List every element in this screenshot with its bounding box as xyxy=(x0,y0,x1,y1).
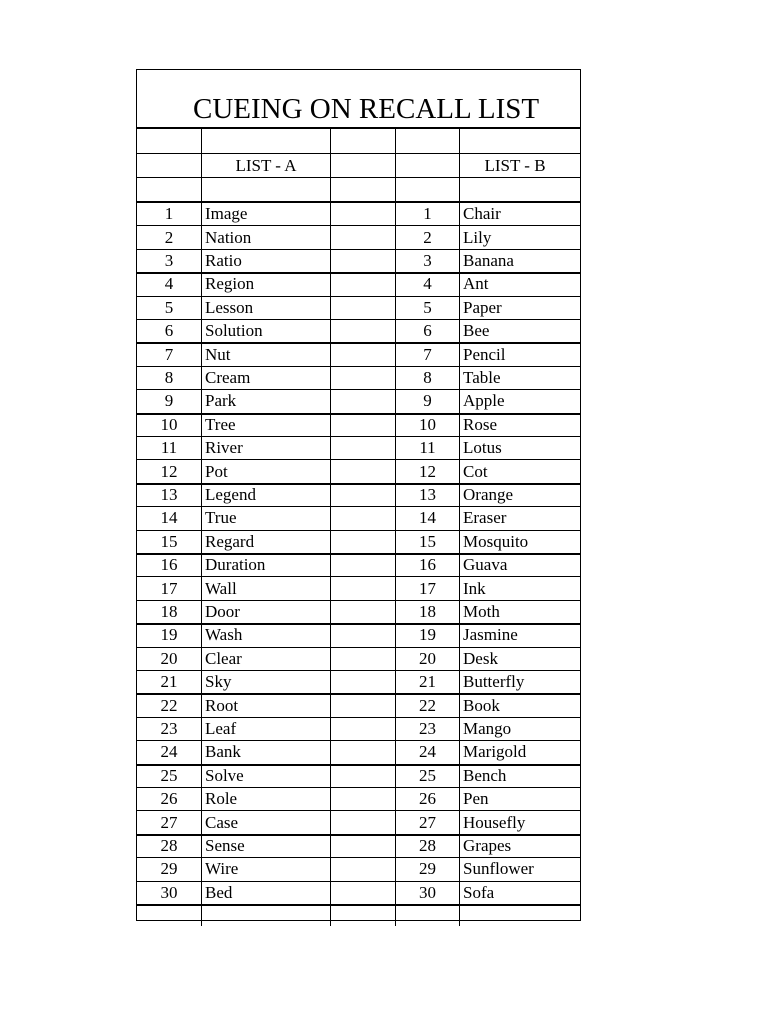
list-a-number: 13 xyxy=(160,484,178,504)
list-b-word: Apple xyxy=(459,389,582,412)
list-b-word: Guava xyxy=(459,553,582,576)
table-cell xyxy=(330,647,395,670)
list-b-word: Bench xyxy=(459,764,582,787)
list-b-number: 12 xyxy=(395,459,459,482)
list-a-number: 12 xyxy=(160,461,178,481)
list-b-word: Cot xyxy=(459,459,582,482)
table-row xyxy=(137,834,580,857)
table-row xyxy=(137,717,580,740)
list-a-number: 30 xyxy=(160,882,178,902)
list-a-word: True xyxy=(201,506,330,529)
list-b-number: 8 xyxy=(395,366,459,389)
list-a-word: Bank xyxy=(201,740,330,763)
table-row xyxy=(137,366,580,389)
list-a-word: Wall xyxy=(201,576,330,599)
table-cell xyxy=(330,740,395,763)
table-cell xyxy=(330,177,395,201)
list-a-number: 3 xyxy=(164,250,174,270)
table-cell xyxy=(395,129,459,153)
table-row xyxy=(137,576,580,599)
list-a-word: Image xyxy=(201,202,330,225)
list-b-word: Mango xyxy=(459,717,582,740)
list-b-word: Desk xyxy=(459,647,582,670)
list-b-number: 29 xyxy=(395,857,459,880)
list-b-word: Sunflower xyxy=(459,857,582,880)
list-b-number: 2 xyxy=(395,225,459,248)
table-cell xyxy=(330,249,395,272)
list-a-number: 17 xyxy=(160,578,178,598)
list-b-number: 17 xyxy=(395,576,459,599)
list-b-number: 3 xyxy=(395,249,459,272)
list-a-word: Tree xyxy=(201,413,330,436)
list-a-number: 24 xyxy=(160,742,178,762)
table-cell xyxy=(201,904,330,926)
list-b-word: Lotus xyxy=(459,436,582,459)
list-b-number: 25 xyxy=(395,764,459,787)
table-cell xyxy=(330,623,395,646)
list-a-word: Leaf xyxy=(201,717,330,740)
table-cell xyxy=(330,389,395,412)
list-b-word: Moth xyxy=(459,600,582,623)
list-a-word: Clear xyxy=(201,647,330,670)
table-cell xyxy=(330,129,395,153)
list-a-word: Region xyxy=(201,272,330,295)
list-a-number: 1 xyxy=(164,204,174,224)
blank-row xyxy=(137,129,580,153)
list-a-word: Nation xyxy=(201,225,330,248)
table-cell xyxy=(330,670,395,693)
list-b-word: Chair xyxy=(459,202,582,225)
table-cell xyxy=(395,153,459,177)
table-cell xyxy=(459,129,582,153)
list-b-word: Eraser xyxy=(459,506,582,529)
table-row xyxy=(137,553,580,576)
table-cell xyxy=(330,225,395,248)
table-row xyxy=(137,225,580,248)
blank-row xyxy=(137,904,580,926)
list-b-number: 26 xyxy=(395,787,459,810)
table-cell xyxy=(330,530,395,553)
table-row xyxy=(137,647,580,670)
list-b-number: 6 xyxy=(395,319,459,342)
list-b-number: 15 xyxy=(395,530,459,553)
list-b-number: 9 xyxy=(395,389,459,412)
table-row xyxy=(137,857,580,880)
list-b-number: 14 xyxy=(395,506,459,529)
list-b-header: LIST - B xyxy=(459,153,582,177)
list-b-number: 24 xyxy=(395,740,459,763)
table-cell xyxy=(137,129,201,153)
list-b-word: Mosquito xyxy=(459,530,582,553)
list-a-word: Sense xyxy=(201,834,330,857)
list-a-word: Door xyxy=(201,600,330,623)
list-a-number: 23 xyxy=(160,718,178,738)
table-cell xyxy=(459,177,582,201)
list-b-word: Banana xyxy=(459,249,582,272)
list-header-row xyxy=(137,153,580,177)
table-row xyxy=(137,413,580,436)
table-cell xyxy=(201,177,330,201)
table-row xyxy=(137,436,580,459)
table-cell xyxy=(330,153,395,177)
page-title: CUEING ON RECALL LIST xyxy=(193,93,540,125)
table-cell xyxy=(459,904,582,926)
table-row xyxy=(137,764,580,787)
list-a-word: Nut xyxy=(201,342,330,365)
list-b-number: 13 xyxy=(395,483,459,506)
list-b-word: Lily xyxy=(459,225,582,248)
table-cell xyxy=(330,881,395,904)
list-a-word: Wire xyxy=(201,857,330,880)
list-a-number: 25 xyxy=(160,765,178,785)
list-b-word: Jasmine xyxy=(459,623,582,646)
list-a-word: Role xyxy=(201,787,330,810)
list-b-number: 22 xyxy=(395,693,459,716)
table-cell xyxy=(330,764,395,787)
table-row xyxy=(137,740,580,763)
list-b-number: 20 xyxy=(395,647,459,670)
list-a-word: Case xyxy=(201,810,330,833)
table-cell xyxy=(330,483,395,506)
list-b-word: Grapes xyxy=(459,834,582,857)
list-a-number: 14 xyxy=(160,508,178,528)
table-row xyxy=(137,202,580,225)
table-row xyxy=(137,693,580,716)
table-row xyxy=(137,623,580,646)
list-a-number: 15 xyxy=(160,531,178,551)
list-b-number: 7 xyxy=(395,342,459,365)
list-b-number: 19 xyxy=(395,623,459,646)
list-a-number: 16 xyxy=(160,555,178,575)
list-a-number: 7 xyxy=(164,344,174,364)
list-b-word: Paper xyxy=(459,296,582,319)
list-a-number: 8 xyxy=(164,367,174,387)
list-b-word: Pen xyxy=(459,787,582,810)
list-b-number: 4 xyxy=(395,272,459,295)
table-cell xyxy=(330,810,395,833)
list-a-word: Duration xyxy=(201,553,330,576)
table-row xyxy=(137,787,580,810)
table-cell xyxy=(330,693,395,716)
table-cell xyxy=(330,904,395,926)
table-row xyxy=(137,881,580,904)
table-cell xyxy=(137,904,201,926)
list-b-number: 1 xyxy=(395,202,459,225)
list-b-word: Housefly xyxy=(459,810,582,833)
table-cell xyxy=(201,129,330,153)
table-cell xyxy=(330,834,395,857)
table-cell xyxy=(330,296,395,319)
list-b-number: 27 xyxy=(395,810,459,833)
list-b-word: Butterfly xyxy=(459,670,582,693)
list-a-word: Ratio xyxy=(201,249,330,272)
recall-list-sheet xyxy=(136,69,581,921)
list-a-number: 2 xyxy=(164,227,174,247)
blank-row xyxy=(137,177,580,201)
table-cell xyxy=(330,366,395,389)
list-a-word: River xyxy=(201,436,330,459)
list-b-word: Bee xyxy=(459,319,582,342)
table-row xyxy=(137,459,580,482)
list-b-number: 21 xyxy=(395,670,459,693)
table-row xyxy=(137,810,580,833)
list-a-number: 29 xyxy=(160,859,178,879)
list-a-word: Root xyxy=(201,693,330,716)
table-cell xyxy=(330,717,395,740)
table-cell xyxy=(330,857,395,880)
list-a-number: 18 xyxy=(160,601,178,621)
list-a-word: Pot xyxy=(201,459,330,482)
title-row xyxy=(137,70,580,129)
list-a-word: Legend xyxy=(201,483,330,506)
list-b-number: 10 xyxy=(395,413,459,436)
table-cell xyxy=(330,553,395,576)
table-row xyxy=(137,483,580,506)
list-a-number: 28 xyxy=(160,835,178,855)
list-a-word: Solve xyxy=(201,764,330,787)
list-b-word: Marigold xyxy=(459,740,582,763)
table-cell xyxy=(137,177,201,201)
list-b-word: Table xyxy=(459,366,582,389)
list-a-number: 21 xyxy=(160,672,178,692)
table-row xyxy=(137,296,580,319)
table-row xyxy=(137,600,580,623)
table-cell xyxy=(330,787,395,810)
table-row xyxy=(137,506,580,529)
list-b-word: Ant xyxy=(459,272,582,295)
list-a-word: Solution xyxy=(201,319,330,342)
table-row xyxy=(137,272,580,295)
list-b-word: Pencil xyxy=(459,342,582,365)
list-a-number: 4 xyxy=(164,274,174,294)
table-cell xyxy=(330,202,395,225)
list-b-word: Orange xyxy=(459,483,582,506)
list-a-number: 10 xyxy=(160,414,178,434)
table-cell xyxy=(330,413,395,436)
list-a-number: 22 xyxy=(160,695,178,715)
table-cell xyxy=(330,272,395,295)
list-a-number: 19 xyxy=(160,625,178,645)
table-cell xyxy=(137,153,201,177)
list-b-number: 18 xyxy=(395,600,459,623)
table-cell xyxy=(330,459,395,482)
list-a-word: Park xyxy=(201,389,330,412)
table-row xyxy=(137,342,580,365)
list-a-number: 9 xyxy=(164,391,174,411)
table-cell xyxy=(330,600,395,623)
list-a-word: Lesson xyxy=(201,296,330,319)
list-b-word: Sofa xyxy=(459,881,582,904)
table-cell xyxy=(330,576,395,599)
list-a-word: Regard xyxy=(201,530,330,553)
table-cell xyxy=(330,436,395,459)
list-a-number: 26 xyxy=(160,789,178,809)
table-cell xyxy=(395,177,459,201)
list-b-number: 11 xyxy=(395,436,459,459)
list-a-number: 11 xyxy=(160,438,178,458)
table-cell xyxy=(330,319,395,342)
list-a-number: 6 xyxy=(164,321,174,341)
list-a-header: LIST - A xyxy=(201,153,330,177)
list-a-word: Sky xyxy=(201,670,330,693)
list-b-number: 5 xyxy=(395,296,459,319)
table-row xyxy=(137,319,580,342)
table-cell xyxy=(330,506,395,529)
table-row xyxy=(137,530,580,553)
list-a-word: Cream xyxy=(201,366,330,389)
table-row xyxy=(137,670,580,693)
list-a-word: Bed xyxy=(201,881,330,904)
list-b-number: 28 xyxy=(395,834,459,857)
table-row xyxy=(137,389,580,412)
table-cell xyxy=(330,342,395,365)
list-b-word: Ink xyxy=(459,576,582,599)
list-a-number: 20 xyxy=(160,648,178,668)
list-b-word: Rose xyxy=(459,413,582,436)
list-b-number: 16 xyxy=(395,553,459,576)
table-cell xyxy=(395,904,459,926)
list-b-number: 30 xyxy=(395,881,459,904)
table-row xyxy=(137,249,580,272)
list-a-word: Wash xyxy=(201,623,330,646)
list-a-number: 27 xyxy=(160,812,178,832)
list-b-number: 23 xyxy=(395,717,459,740)
list-b-word: Book xyxy=(459,693,582,716)
list-a-number: 5 xyxy=(164,297,174,317)
